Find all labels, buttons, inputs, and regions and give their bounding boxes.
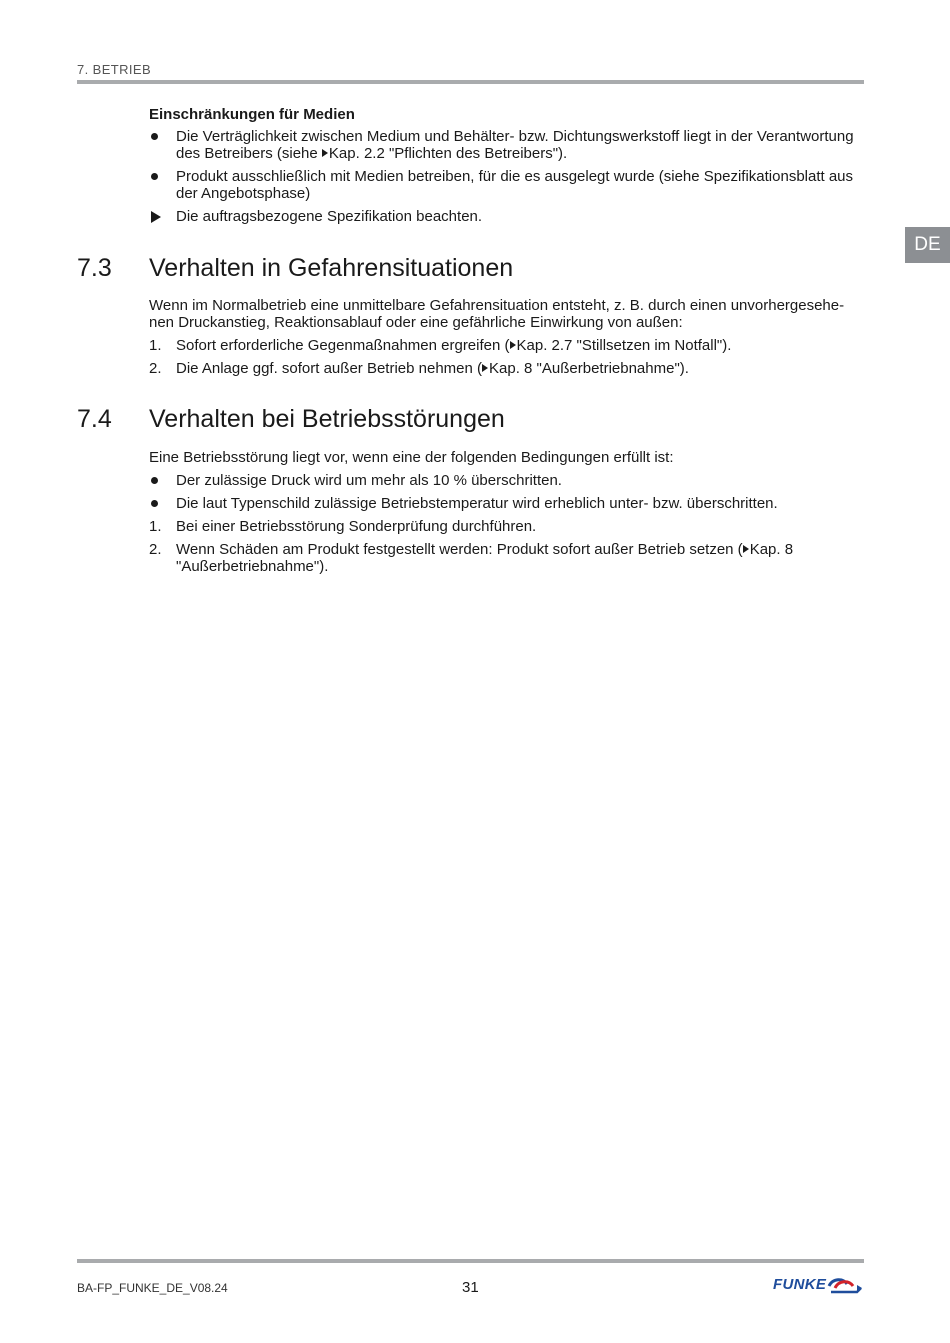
funke-logo — [773, 1276, 865, 1300]
document-id: BA-FP_FUNKE_DE_V08.24 — [77, 1281, 228, 1295]
intro-paragraph: Wenn im Normalbetrieb eine unmittelbare Gefahrensituation entsteht, z. B. durch einen unvorhergesehe-nen Druckanstieg, Reaktionsablauf oder eine gefährliche Einwirkung von außen: — [149, 297, 845, 331]
bullet-icon — [151, 477, 158, 484]
numbered-step — [149, 541, 865, 575]
step-text: Wenn Schäden am Produkt festgestellt werden: Produkt sofort außer Betrieb setzen ( — [176, 541, 743, 558]
bullet-icon — [151, 173, 158, 180]
bullet-icon — [151, 500, 158, 507]
cross-reference[interactable]: Kap. 8 "Außerbetriebnahme"). — [489, 360, 689, 377]
step-number: 2. — [149, 360, 162, 377]
action-text: Die auftragsbezogene Spezifikation beachten. — [176, 208, 483, 225]
section-title: Verhalten in Gefahrensituationen — [149, 254, 514, 282]
intro-paragraph: Eine Betriebsstörung liegt vor, wenn eine der folgenden Bedingungen erfüllt ist: — [149, 449, 674, 466]
language-tab: DE — [905, 227, 950, 263]
list-item — [149, 472, 865, 489]
list-item — [149, 128, 865, 162]
logo-mark-icon — [827, 1276, 863, 1296]
reference-arrow-icon — [743, 545, 749, 553]
footer-rule — [77, 1259, 864, 1263]
step-text: Bei einer Betriebsstörung Sonderprüfung durchführen. — [176, 518, 537, 535]
action-item — [149, 208, 865, 225]
bullet-text: Die Verträglichkeit zwischen Medium und Behälter- bzw. Dichtungswerkstoff liegt in der Verantwortung des Betreibers (siehe — [176, 128, 854, 162]
section-7-4-body — [149, 449, 865, 575]
step-text: Die Anlage ggf. sofort außer Betrieb nehmen ( — [176, 360, 483, 377]
reference-arrow-icon — [482, 364, 488, 372]
logo-text: FUNKE — [773, 1276, 827, 1293]
section-number: 7.4 — [77, 405, 112, 433]
step-number: 1. — [149, 518, 162, 535]
bullet-icon — [151, 133, 158, 140]
step-number: 2. — [149, 541, 162, 558]
page-number: 31 — [462, 1279, 479, 1296]
section-title: Verhalten bei Betriebsstörungen — [149, 405, 505, 433]
numbered-step — [149, 360, 865, 377]
bullet-text: Die laut Typenschild zulässige Betriebstemperatur wird erheblich unter- bzw. überschritten. — [176, 495, 778, 512]
media-restrictions — [149, 106, 865, 225]
step-text: Sofort erforderliche Gegenmaßnahmen ergreifen ( — [176, 337, 510, 354]
reference-arrow-icon — [322, 149, 328, 157]
numbered-step — [149, 337, 865, 354]
header-rule — [77, 80, 864, 84]
bullet-text: Produkt ausschließlich mit Medien betreiben, für die es ausgelegt wurde (siehe Spezifikationsblatt aus der Angebotsphase) — [176, 168, 854, 202]
section-7-3-body — [149, 297, 865, 377]
numbered-step — [149, 518, 865, 535]
media-heading: Einschränkungen für Medien — [149, 106, 355, 123]
cross-reference[interactable]: Kap. 8 "Außerbetriebnahme"). — [176, 541, 794, 575]
bullet-text: Der zulässige Druck wird um mehr als 10 % überschritten. — [176, 472, 562, 489]
action-arrow-icon — [151, 211, 161, 223]
list-item — [149, 168, 865, 202]
section-number: 7.3 — [77, 254, 112, 282]
cross-reference[interactable]: Kap. 2.7 "Stillsetzen im Notfall"). — [516, 337, 732, 354]
cross-reference[interactable]: Kap. 2.2 "Pflichten des Betreibers"). — [328, 145, 568, 162]
step-number: 1. — [149, 337, 162, 354]
reference-arrow-icon — [510, 341, 516, 349]
list-item — [149, 495, 865, 512]
running-header: 7. BETRIEB — [77, 62, 152, 77]
